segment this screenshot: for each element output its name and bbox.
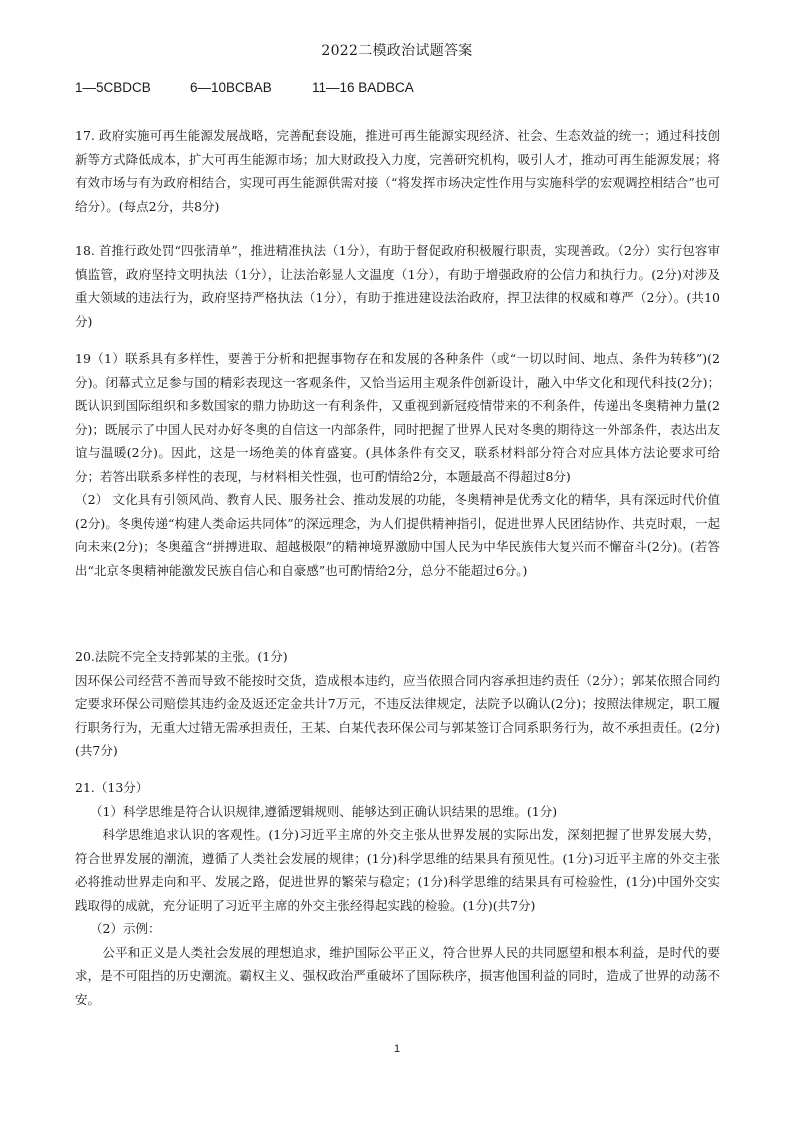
question-20 <box>75 645 720 763</box>
question-21-part-2: （2）示例： <box>90 921 161 936</box>
page-number: 1 <box>393 1043 401 1055</box>
answers-1-5: 1—5CBDCB <box>75 80 151 95</box>
question-21 <box>75 776 720 1011</box>
answers-6-10: 6—10BCBAB <box>190 80 272 95</box>
question-21-part-2-example: 公平和正义是人类社会发展的理想追求，维护国际公平正义，符合世界人民的共同愿望和根本利益，是时代的要求，是不可阻挡的历史潮流。霸权主义、强权政治严重破坏了国际秩序，损害他国利益的同时，造成了世界的动荡不安。 <box>75 944 720 1007</box>
choice-answers <box>75 80 414 95</box>
document-title: 2022二模政治试题答案 <box>321 43 473 59</box>
question-17-answer: 17. 政府实施可再生能源发展战略，完善配套设施，推进可再生能源实现经济、社会、生态效益的统一；通过科技创新等方式降低成本，扩大可再生能源市场；加大财政投入力度，完善研究机构，吸引人才，推动可再生能源发展；将有效市场与有为政府相结合，实现可再生能源供需对接（“将发挥市场决定性作用与实施科学的宏观调控相结合”也可给分）。(每点2分，共8分) <box>75 128 720 214</box>
question-21-heading: 21.（13分） <box>75 780 149 795</box>
question-18 <box>75 239 720 333</box>
question-21-part-1: （1）科学思维是符合认识规律,遵循逻辑规则、能够达到正确认识结果的思维。(1分) <box>90 803 558 819</box>
question-19-part-2: （2） 文化具有引领风尚、教育人民、服务社会、推动发展的功能，冬奥精神是优秀文化的精华，具有深远时代价值(2分)。冬奥传递“构建人类命运共同体”的深远理念，为人们提供精神指引，促进世界人民团结协作、共克时艰，一起向未来(2分)；冬奥蕴含“拼搏进取、超越极限”的精神境界激励中国人民为中华民族伟大复兴而不懈奋斗(2分)。(若答出“北京冬奥精神能激发民族自信心和自豪感”也可酌情给2分，总分不能超过6分。) <box>75 492 720 578</box>
question-18-answer: 18. 首推行政处罚“四张清单”，推进精准执法（1分），有助于督促政府积极履行职责，实现善政。（2分）实行包容审慎监管，政府坚持文明执法（1分），让法治彰显人文温度（1分），有助于增强政府的公信力和执行力。(2分)对涉及重大领域的违法行为，政府坚持严格执法（1分），有助于推进建设法治政府，捍卫法律的权威和尊严（2分）。(共10分) <box>75 243 720 329</box>
question-19 <box>75 347 720 582</box>
question-21-part-1-analysis: 科学思维追求认识的客观性。(1分)习近平主席的外交主张从世界发展的实际出发，深刻把握了世界发展大势，符合世界发展的潮流，遵循了人类社会发展的规律；(1分)科学思维的结果具有预见性。(1分)习近平主席的外交主张必将推动世界走向和平、发展之路，促进世界的繁荣与稳定；(1分)科学思维的结果具有可检验性，(1分)中国外交实践取得的成就，充分证明了习近平主席的外交主张经得起实践的检验。(1分)(共7分) <box>75 827 720 913</box>
answers-11-16: 11—16 BADBCA <box>312 80 414 95</box>
question-20-conclusion: 20.法院不完全支持郭某的主张。(1分) <box>75 649 288 664</box>
question-20-reasoning: 因环保公司经营不善而导致不能按时交货，造成根本违约，应当依照合同内容承担违约责任（2分）；郭某依照合同约定要求环保公司赔偿其违约金及返还定金共计7万元，不违反法律规定，法院予以确认(2分)；按照法律规定，职工履行职务行为，无重大过错无需承担责任，王某、白某代表环保公司与郭某签订合同系职务行为，故不承担责任。(2分)(共7分) <box>75 672 720 758</box>
question-17 <box>75 124 720 218</box>
question-19-part-1: 19（1）联系具有多样性，要善于分析和把握事物存在和发展的各种条件（或“一切以时间、地点、条件为转移”)(2分)。闭幕式立足参与国的精彩表现这一客观条件，又恰当运用主观条件创新设计，融入中华文化和现代科技(2分)；既认识到国际组织和多数国家的鼎力协助这一有利条件，又重视到新冠疫情带来的不利条件，传递出冬奥精神力量(2分)；既展示了中国人民对办好冬奥的自信这一内部条件，同时把握了世界人民对冬奥的期待这一外部条件，表达出友谊与温暖(2分)。因此，这是一场绝美的体育盛宴。(具体条件有交叉，联系材料部分符合对应具体方法论要求可给分；若答出联系多样性的表现，与材料相关性强，也可酌情给2分，本题最高不得超过8分) <box>75 351 720 484</box>
